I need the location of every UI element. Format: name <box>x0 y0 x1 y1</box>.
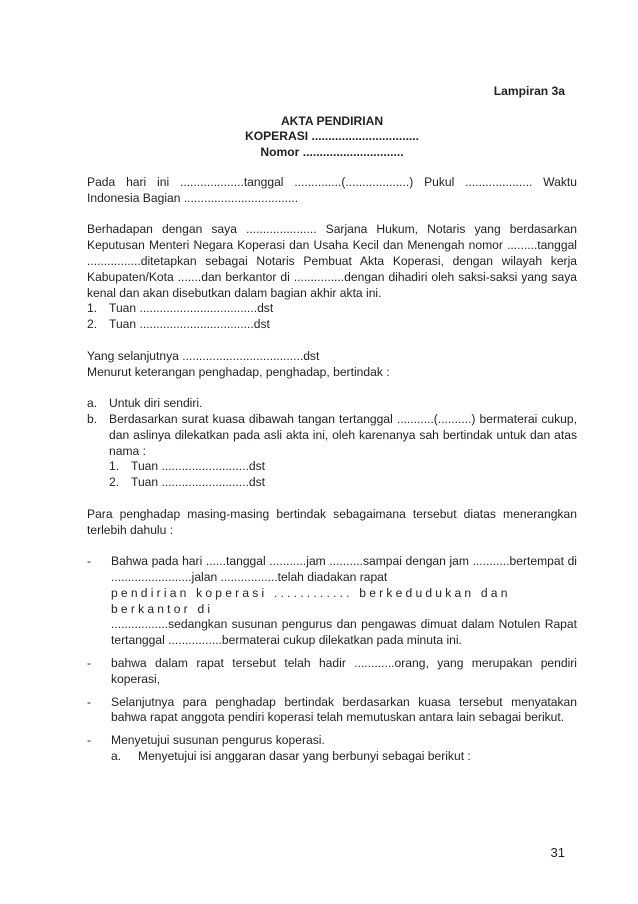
list-text: Tuan ...................................dst <box>109 301 274 316</box>
document-title <box>87 114 577 160</box>
dash-item-1-spaced: pendirian koperasi ............ berkedudukan dan berkantor di <box>111 585 511 616</box>
list-marker: b. <box>87 411 98 426</box>
document-page <box>87 0 577 904</box>
menurut-line: Menurut keterangan penghadap, penghadap, bertindak : <box>87 364 390 379</box>
list-item <box>109 475 577 491</box>
list-text: Tuan ..........................dst <box>131 475 265 490</box>
list-item <box>87 301 577 317</box>
sub-list-item <box>111 749 577 765</box>
title-line-1: AKTA PENDIRIAN <box>280 114 384 128</box>
selanjutnya-line: Yang selanjutnya ....................................dst <box>87 348 320 363</box>
list-marker: 2. <box>109 475 120 490</box>
dash-marker: - <box>87 694 92 709</box>
dash-item-3: Selanjutnya para penghadap bertindak berdasarkan kuasa tersebut menyatakan bahwa rapat anggota pendiri koperasi telah memutuskan antara lain sebagai berikut. <box>111 694 577 725</box>
list-item <box>87 412 577 459</box>
berhadapan-paragraph: Berhadapan dengan saya ..................... Sarjana Hukum, Notaris yang berdasarkan Keputusan Menteri Negara Koperasi dan Usaha Kecil dan Menengah nomor .........tanggal ................ditetapkan sebagai Notaris Pembuat Akta Koperasi, dengan wilayah kerja Kabupaten/Kota .......dan berkantor di ...............dengan dihadiri oleh saksi-saksi yang saya kenal dan akan disebutkan dalam bagian akhir akta ini. <box>87 222 577 300</box>
list-item <box>87 317 577 333</box>
sub-list-marker: a. <box>111 748 122 763</box>
list-text: Tuan ..........................dst <box>131 459 265 474</box>
dash-item-4: Menyetujui susunan pengurus koperasi. <box>111 733 325 748</box>
list-item <box>87 695 577 727</box>
list-text: Berdasarkan surat kuasa dibawah tangan tertanggal ...........(..........) bermaterai cukup, dan aslinya dilekatkan pada asli akta ini, oleh karenanya sah bertindak untuk dan atas nama : <box>109 411 577 458</box>
dash-item-1-part-b: .................sedangkan susunan pengurus dan pengawas dimuat dalam Notulen Rapat tertanggal ................bermaterai cukup dilekatkan pada minuta ini. <box>111 617 577 648</box>
list-item <box>87 396 577 412</box>
dash-item-2: bahwa dalam rapat tersebut telah hadir ............orang, yang merupakan pendiri koperasi, <box>111 655 577 686</box>
dash-marker: - <box>87 655 92 670</box>
list-text: Untuk diri sendiri. <box>109 396 203 411</box>
sub-list-text: Menyetujui isi anggaran dasar yang berbunyi sebagai berikut : <box>138 748 471 763</box>
list-item <box>87 733 577 765</box>
dash-item-1-part-a: Bahwa pada hari ......tanggal ...........jam ..........sampai dengan jam ...........bertempat di ........................jalan .................telah diadakan rapat <box>111 554 577 584</box>
list-marker: 1. <box>87 301 98 316</box>
title-line-2: KOPERASI ................................ <box>244 129 420 144</box>
list-marker: a. <box>87 396 98 411</box>
title-line-3: Nomor .............................. <box>260 144 404 159</box>
attachment-label: Lampiran 3a <box>493 84 565 98</box>
list-item <box>87 656 577 688</box>
opening-paragraph: Pada hari ini ...................tanggal ..............(...................) Pukul .................... Waktu Indonesia Bagian .................................. <box>87 175 577 205</box>
dash-marker: - <box>87 733 92 748</box>
list-marker: 2. <box>87 317 98 332</box>
list-item <box>109 459 577 475</box>
para-penghadap-paragraph: Para penghadap masing-masing bertindak sebagaimana tersebut diatas menerangkan terlebih dahulu : <box>87 506 577 537</box>
document-body <box>87 175 577 765</box>
list-item <box>87 554 577 649</box>
dash-marker: - <box>87 554 92 569</box>
list-marker: 1. <box>109 459 120 474</box>
page-number: 31 <box>550 845 565 860</box>
list-text: Tuan ..................................dst <box>109 317 270 332</box>
